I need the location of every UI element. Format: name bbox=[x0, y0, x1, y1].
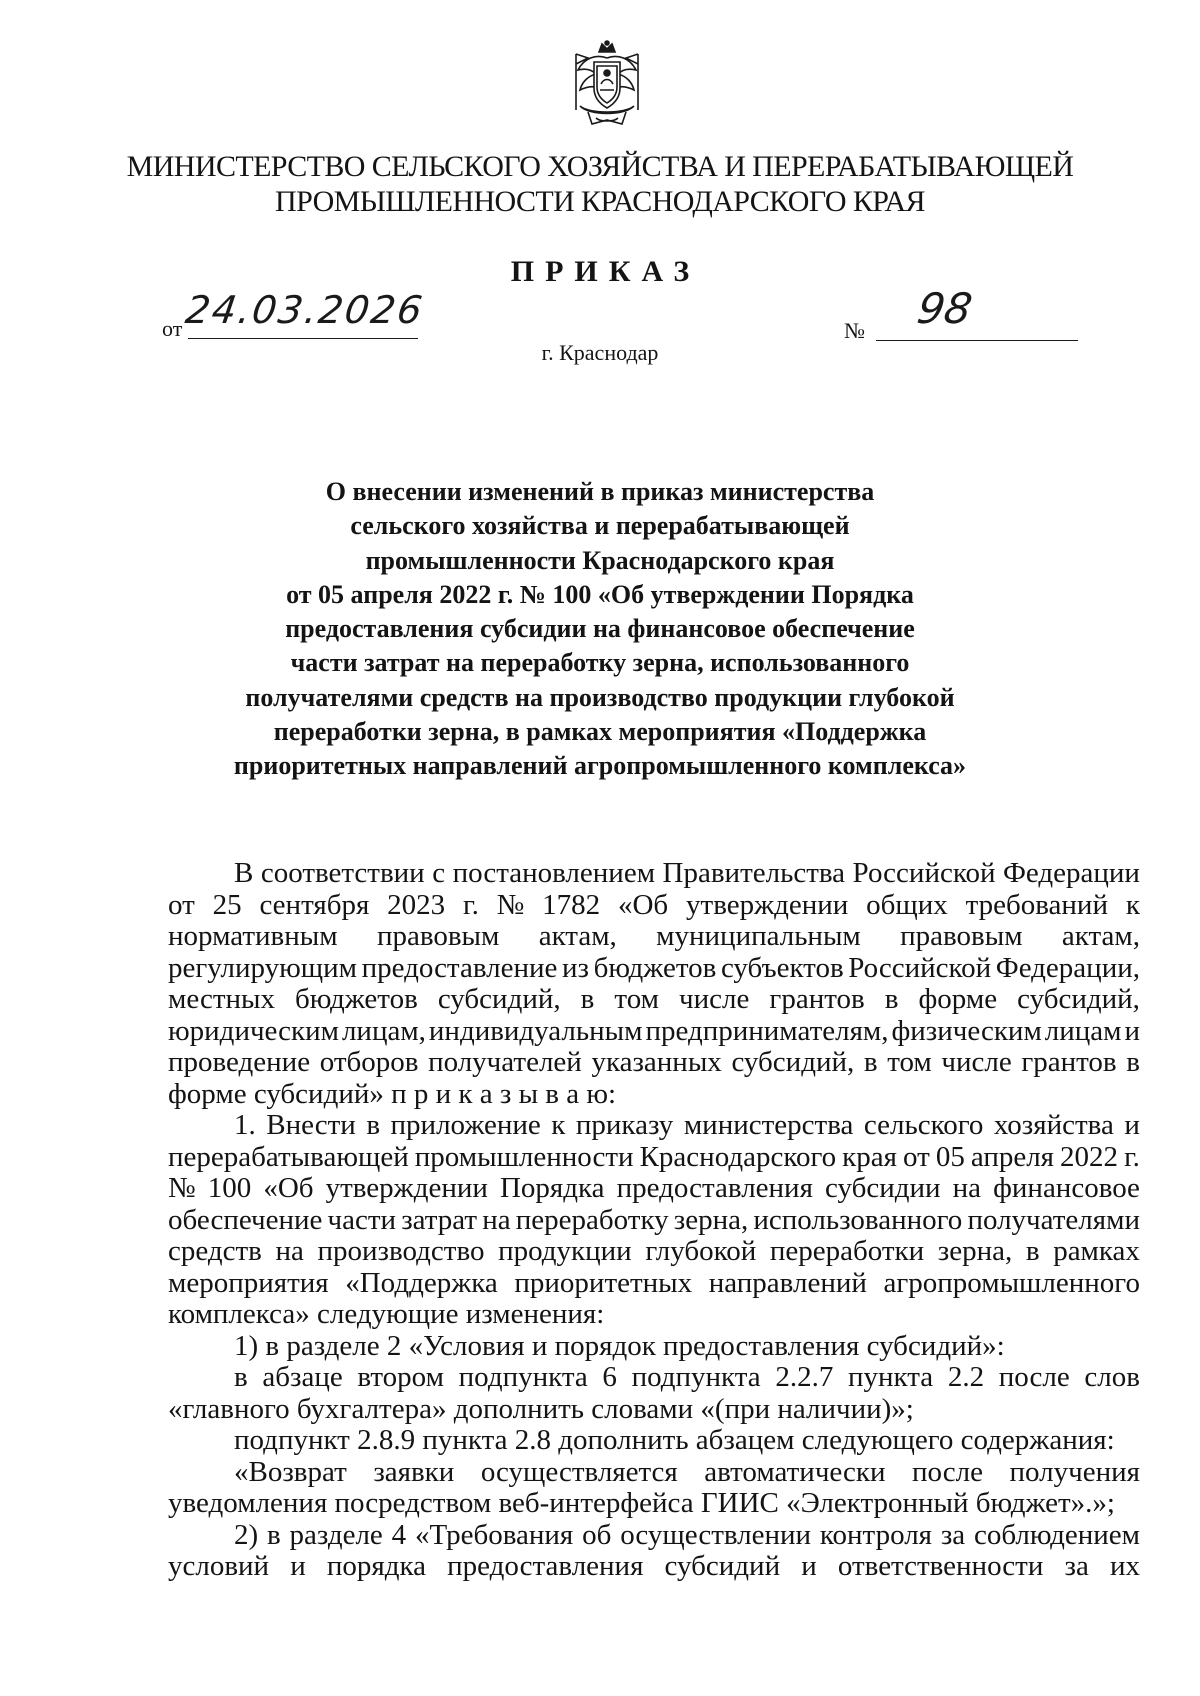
body-word: отборов bbox=[319, 1046, 419, 1078]
body-word: «Об bbox=[263, 1172, 314, 1204]
body-text bbox=[168, 858, 1140, 1583]
body-word: после bbox=[912, 1455, 983, 1488]
body-word: нормативным bbox=[168, 920, 338, 952]
title-line: получателями средств на производство продукции глубокой bbox=[245, 682, 955, 712]
body-word: лицам, bbox=[341, 1014, 426, 1047]
body-word: 25 bbox=[212, 888, 242, 921]
body-word: 2.2.7 bbox=[775, 1361, 834, 1393]
city: г. Краснодар bbox=[541, 340, 659, 365]
body-word: перерабатывающей bbox=[168, 1140, 409, 1173]
body-word: ответственности bbox=[837, 1550, 1044, 1582]
document-title bbox=[0, 475, 1200, 784]
body-word: в bbox=[884, 983, 899, 1015]
body-line bbox=[168, 921, 1140, 953]
body-word: г. bbox=[462, 888, 479, 921]
ministry-name-line-2: ПРОМЫШЛЕННОСТИ КРАСНОДАРСКОГО КРАЯ bbox=[275, 185, 925, 218]
body-word: указанных bbox=[591, 1046, 722, 1078]
body-word: форме bbox=[918, 983, 998, 1015]
handwritten-number: 98 bbox=[913, 284, 976, 333]
body-word: грантов bbox=[1021, 1046, 1117, 1078]
body-word: физическим bbox=[891, 1014, 1042, 1047]
body-line bbox=[168, 1551, 1140, 1583]
body-line bbox=[168, 1110, 1140, 1142]
body-word: местных bbox=[168, 983, 275, 1015]
body-word: агропромышленного bbox=[883, 1266, 1140, 1299]
title-line: предоставления субсидии на финансовое обеспечение bbox=[285, 614, 915, 644]
body-word: том bbox=[614, 983, 659, 1015]
body-word: за bbox=[940, 1518, 966, 1551]
body-word: сентября bbox=[259, 888, 370, 921]
body-word: Федерации bbox=[1002, 857, 1140, 889]
body-word: затрат bbox=[401, 1203, 478, 1236]
body-word: Порядка bbox=[499, 1172, 605, 1204]
body-word: подпункта bbox=[458, 1361, 588, 1393]
body-word: Федерации, bbox=[995, 951, 1140, 984]
body-line bbox=[168, 1457, 1140, 1489]
title-line: О внесении изменений в приказ министерства bbox=[325, 477, 875, 506]
body-line: комплекса» следующие изменения: bbox=[168, 1298, 605, 1330]
body-word: бюджетов bbox=[295, 983, 418, 1015]
body-line bbox=[168, 1362, 1140, 1394]
title-line: промышленности Краснодарского края bbox=[365, 545, 835, 575]
body-word: и bbox=[290, 1550, 306, 1582]
body-word: субсидий, bbox=[731, 1046, 855, 1078]
ministry-name-line-1: МИНИСТЕРСТВО СЕЛЬСКОГО ХОЗЯЙСТВА И ПЕРЕРАБАТЫВАЮЩЕЙ bbox=[126, 150, 1074, 183]
body-word: 4 bbox=[391, 1518, 407, 1551]
body-word: требований bbox=[965, 888, 1108, 921]
body-word: мероприятия bbox=[168, 1266, 329, 1299]
body-word: «Требования bbox=[414, 1518, 574, 1551]
body-word: части bbox=[327, 1203, 397, 1236]
body-word: от bbox=[168, 888, 195, 921]
body-word: в bbox=[267, 1518, 281, 1551]
handwritten-date: 24.03.2026 bbox=[182, 288, 427, 332]
body-word: В bbox=[234, 857, 254, 889]
body-word: переработку bbox=[515, 1203, 669, 1236]
body-word: 1782 bbox=[542, 888, 601, 921]
body-word: регулирующим bbox=[168, 951, 357, 984]
body-word: рамках bbox=[1053, 1235, 1140, 1267]
body-line bbox=[168, 1520, 1140, 1552]
body-word: № bbox=[496, 888, 525, 921]
body-word: слов bbox=[1084, 1361, 1140, 1393]
body-word: апреля bbox=[970, 1140, 1055, 1173]
body-word: промышленности bbox=[414, 1140, 634, 1173]
body-word: осуществляется bbox=[480, 1455, 678, 1488]
body-line bbox=[168, 890, 1140, 922]
body-word: в bbox=[1126, 1046, 1140, 1078]
body-word: утверждении bbox=[325, 1172, 488, 1204]
body-word: лицам bbox=[1044, 1014, 1122, 1047]
body-word: 2) bbox=[234, 1518, 259, 1551]
body-word: к bbox=[551, 1109, 566, 1141]
body-word: общих bbox=[866, 888, 948, 921]
body-word: зерна, bbox=[937, 1235, 1013, 1267]
body-word: «Поддержка bbox=[345, 1266, 498, 1299]
body-word: 6 bbox=[602, 1361, 617, 1393]
body-line bbox=[168, 1142, 1140, 1174]
body-word: и bbox=[1124, 1014, 1140, 1047]
body-word: 2.2 bbox=[947, 1361, 985, 1393]
body-word: за bbox=[1064, 1550, 1089, 1582]
body-word: «Об bbox=[617, 888, 669, 921]
date-underline bbox=[188, 338, 418, 339]
body-word: г. bbox=[1124, 1140, 1140, 1173]
body-word: 2023 bbox=[387, 888, 446, 921]
body-word: зерна, bbox=[673, 1203, 749, 1236]
body-word: субсидий, bbox=[437, 983, 561, 1015]
body-word: актам, bbox=[1061, 920, 1140, 952]
body-word: абзаце bbox=[262, 1361, 343, 1393]
body-word: том bbox=[887, 1046, 932, 1078]
body-word: субсидий, bbox=[1017, 983, 1140, 1015]
body-word: предоставления bbox=[447, 1550, 644, 1582]
body-word: 2022 bbox=[1060, 1140, 1119, 1173]
body-word: утверждении bbox=[686, 888, 849, 921]
body-word: финансовое bbox=[993, 1172, 1140, 1204]
body-word: после bbox=[998, 1361, 1070, 1393]
title-line: приоритетных направлений агропромышленного комплекса» bbox=[233, 751, 967, 781]
body-line bbox=[168, 1047, 1140, 1079]
body-word: обеспечение bbox=[168, 1203, 323, 1236]
body-word: и bbox=[801, 1550, 817, 1582]
body-word: из bbox=[562, 951, 589, 984]
body-word: направлений bbox=[708, 1266, 867, 1299]
body-line bbox=[168, 858, 1140, 890]
body-word: получателями bbox=[967, 1203, 1140, 1236]
body-word: № bbox=[168, 1172, 196, 1204]
number-prefix: № bbox=[844, 318, 865, 343]
body-line bbox=[168, 984, 1140, 1016]
body-word: в bbox=[234, 1361, 248, 1393]
body-word: приложение bbox=[390, 1109, 541, 1141]
title-line: сельского хозяйства и перерабатывающей bbox=[350, 511, 850, 541]
body-word: от bbox=[903, 1140, 930, 1173]
body-word: приоритетных bbox=[514, 1266, 693, 1299]
body-word: условий bbox=[168, 1550, 270, 1582]
body-word: предпринимателям, bbox=[645, 1014, 889, 1047]
body-word: в bbox=[863, 1046, 878, 1078]
date-prefix: от bbox=[162, 316, 183, 341]
body-word: получателей bbox=[428, 1046, 582, 1078]
body-line bbox=[168, 1205, 1140, 1237]
body-line: уведомления посредством веб-интерфейса ГИИС «Электронный бюджет».»; bbox=[168, 1487, 1115, 1519]
body-word: средств bbox=[168, 1235, 262, 1267]
body-word: в bbox=[366, 1109, 381, 1141]
body-word: автоматически bbox=[704, 1455, 886, 1488]
body-line: подпункт 2.8.9 пункта 2.8 дополнить абзацем следующего содержания: bbox=[234, 1424, 1115, 1456]
body-word: края bbox=[842, 1140, 897, 1173]
body-word: осуществлении bbox=[620, 1518, 812, 1551]
body-word: индивидуальным bbox=[428, 1014, 643, 1047]
body-word: в bbox=[1025, 1235, 1040, 1267]
body-word: их bbox=[1109, 1550, 1140, 1582]
body-word: сельского bbox=[863, 1109, 984, 1141]
body-word: переработки bbox=[769, 1235, 925, 1267]
body-word: правовым bbox=[900, 920, 1023, 952]
body-word: получения bbox=[1009, 1455, 1140, 1488]
body-word: глубокой bbox=[645, 1235, 757, 1267]
document-type: ПРИКАЗ bbox=[510, 255, 701, 288]
body-word: втором bbox=[357, 1361, 444, 1393]
body-word: Российской bbox=[852, 857, 996, 889]
body-line bbox=[168, 953, 1140, 985]
body-word: правовым bbox=[376, 920, 500, 952]
body-word: подпункта bbox=[631, 1361, 761, 1393]
body-word: грантов bbox=[769, 983, 865, 1015]
body-word: числе bbox=[941, 1046, 1012, 1078]
body-word: соответствии bbox=[260, 857, 425, 889]
body-word: Внести bbox=[266, 1109, 356, 1141]
body-word: об bbox=[582, 1518, 612, 1551]
body-line: 1) в разделе 2 «Условия и порядок предоставления субсидий»: bbox=[234, 1329, 1005, 1362]
title-line: части затрат на переработку зерна, использованного bbox=[290, 648, 910, 678]
body-word: субсидий bbox=[664, 1550, 781, 1582]
body-word: продукции bbox=[498, 1235, 632, 1267]
body-word: на bbox=[952, 1172, 982, 1204]
title-line: переработки зерна, в рамках мероприятия «Поддержка bbox=[273, 717, 927, 747]
body-line: «главного бухгалтера» дополнить словами «(при наличии)»; bbox=[168, 1392, 914, 1425]
body-line bbox=[168, 1268, 1140, 1300]
body-word: и bbox=[1124, 1109, 1140, 1141]
body-word: проведение bbox=[168, 1046, 311, 1078]
body-word: субъектов bbox=[720, 951, 844, 984]
body-word: актам, bbox=[538, 920, 617, 952]
body-word: числе bbox=[679, 983, 750, 1015]
body-word: Российской bbox=[848, 951, 992, 984]
body-word: на bbox=[482, 1203, 511, 1236]
body-line bbox=[168, 1236, 1140, 1268]
body-word: министерства bbox=[683, 1109, 854, 1141]
body-word: бюджетов bbox=[593, 951, 717, 984]
body-word: 05 bbox=[935, 1140, 965, 1173]
body-word: предоставления bbox=[616, 1172, 813, 1204]
body-word: юридическим bbox=[168, 1014, 339, 1047]
body-word: постановлением bbox=[452, 857, 656, 889]
body-word: Правительства bbox=[662, 857, 846, 889]
title-line: от 05 апреля 2022 г. № 100 «Об утверждении Порядка bbox=[286, 579, 914, 609]
body-word: разделе bbox=[289, 1518, 383, 1551]
body-word: соблюдением bbox=[974, 1518, 1140, 1551]
body-word: на bbox=[275, 1235, 304, 1267]
body-word: хозяйства bbox=[993, 1109, 1114, 1141]
body-word: пункта bbox=[848, 1361, 934, 1393]
body-word: 1. bbox=[234, 1109, 256, 1141]
body-word: предоставление bbox=[361, 951, 558, 984]
body-word: субсидии bbox=[825, 1172, 941, 1204]
body-word: порядка bbox=[326, 1550, 426, 1582]
body-word: Краснодарского bbox=[639, 1140, 837, 1173]
body-word: муниципальным bbox=[656, 920, 861, 952]
body-word: заявки bbox=[373, 1455, 455, 1488]
body-word: контроля bbox=[819, 1518, 933, 1551]
body-line bbox=[168, 1016, 1140, 1048]
body-word: использованного bbox=[753, 1203, 963, 1236]
body-word: с bbox=[432, 857, 446, 889]
body-word: 100 bbox=[207, 1172, 252, 1204]
body-word: «Возврат bbox=[234, 1455, 347, 1488]
body-line bbox=[168, 1173, 1140, 1205]
body-word: производство bbox=[317, 1235, 485, 1267]
body-word: приказу bbox=[575, 1109, 674, 1141]
body-word: к bbox=[1125, 888, 1140, 921]
coat-of-arms-icon bbox=[566, 40, 648, 128]
body-line: форме субсидий» п р и к а з ы в а ю: bbox=[168, 1077, 617, 1110]
body-word: в bbox=[580, 983, 595, 1015]
